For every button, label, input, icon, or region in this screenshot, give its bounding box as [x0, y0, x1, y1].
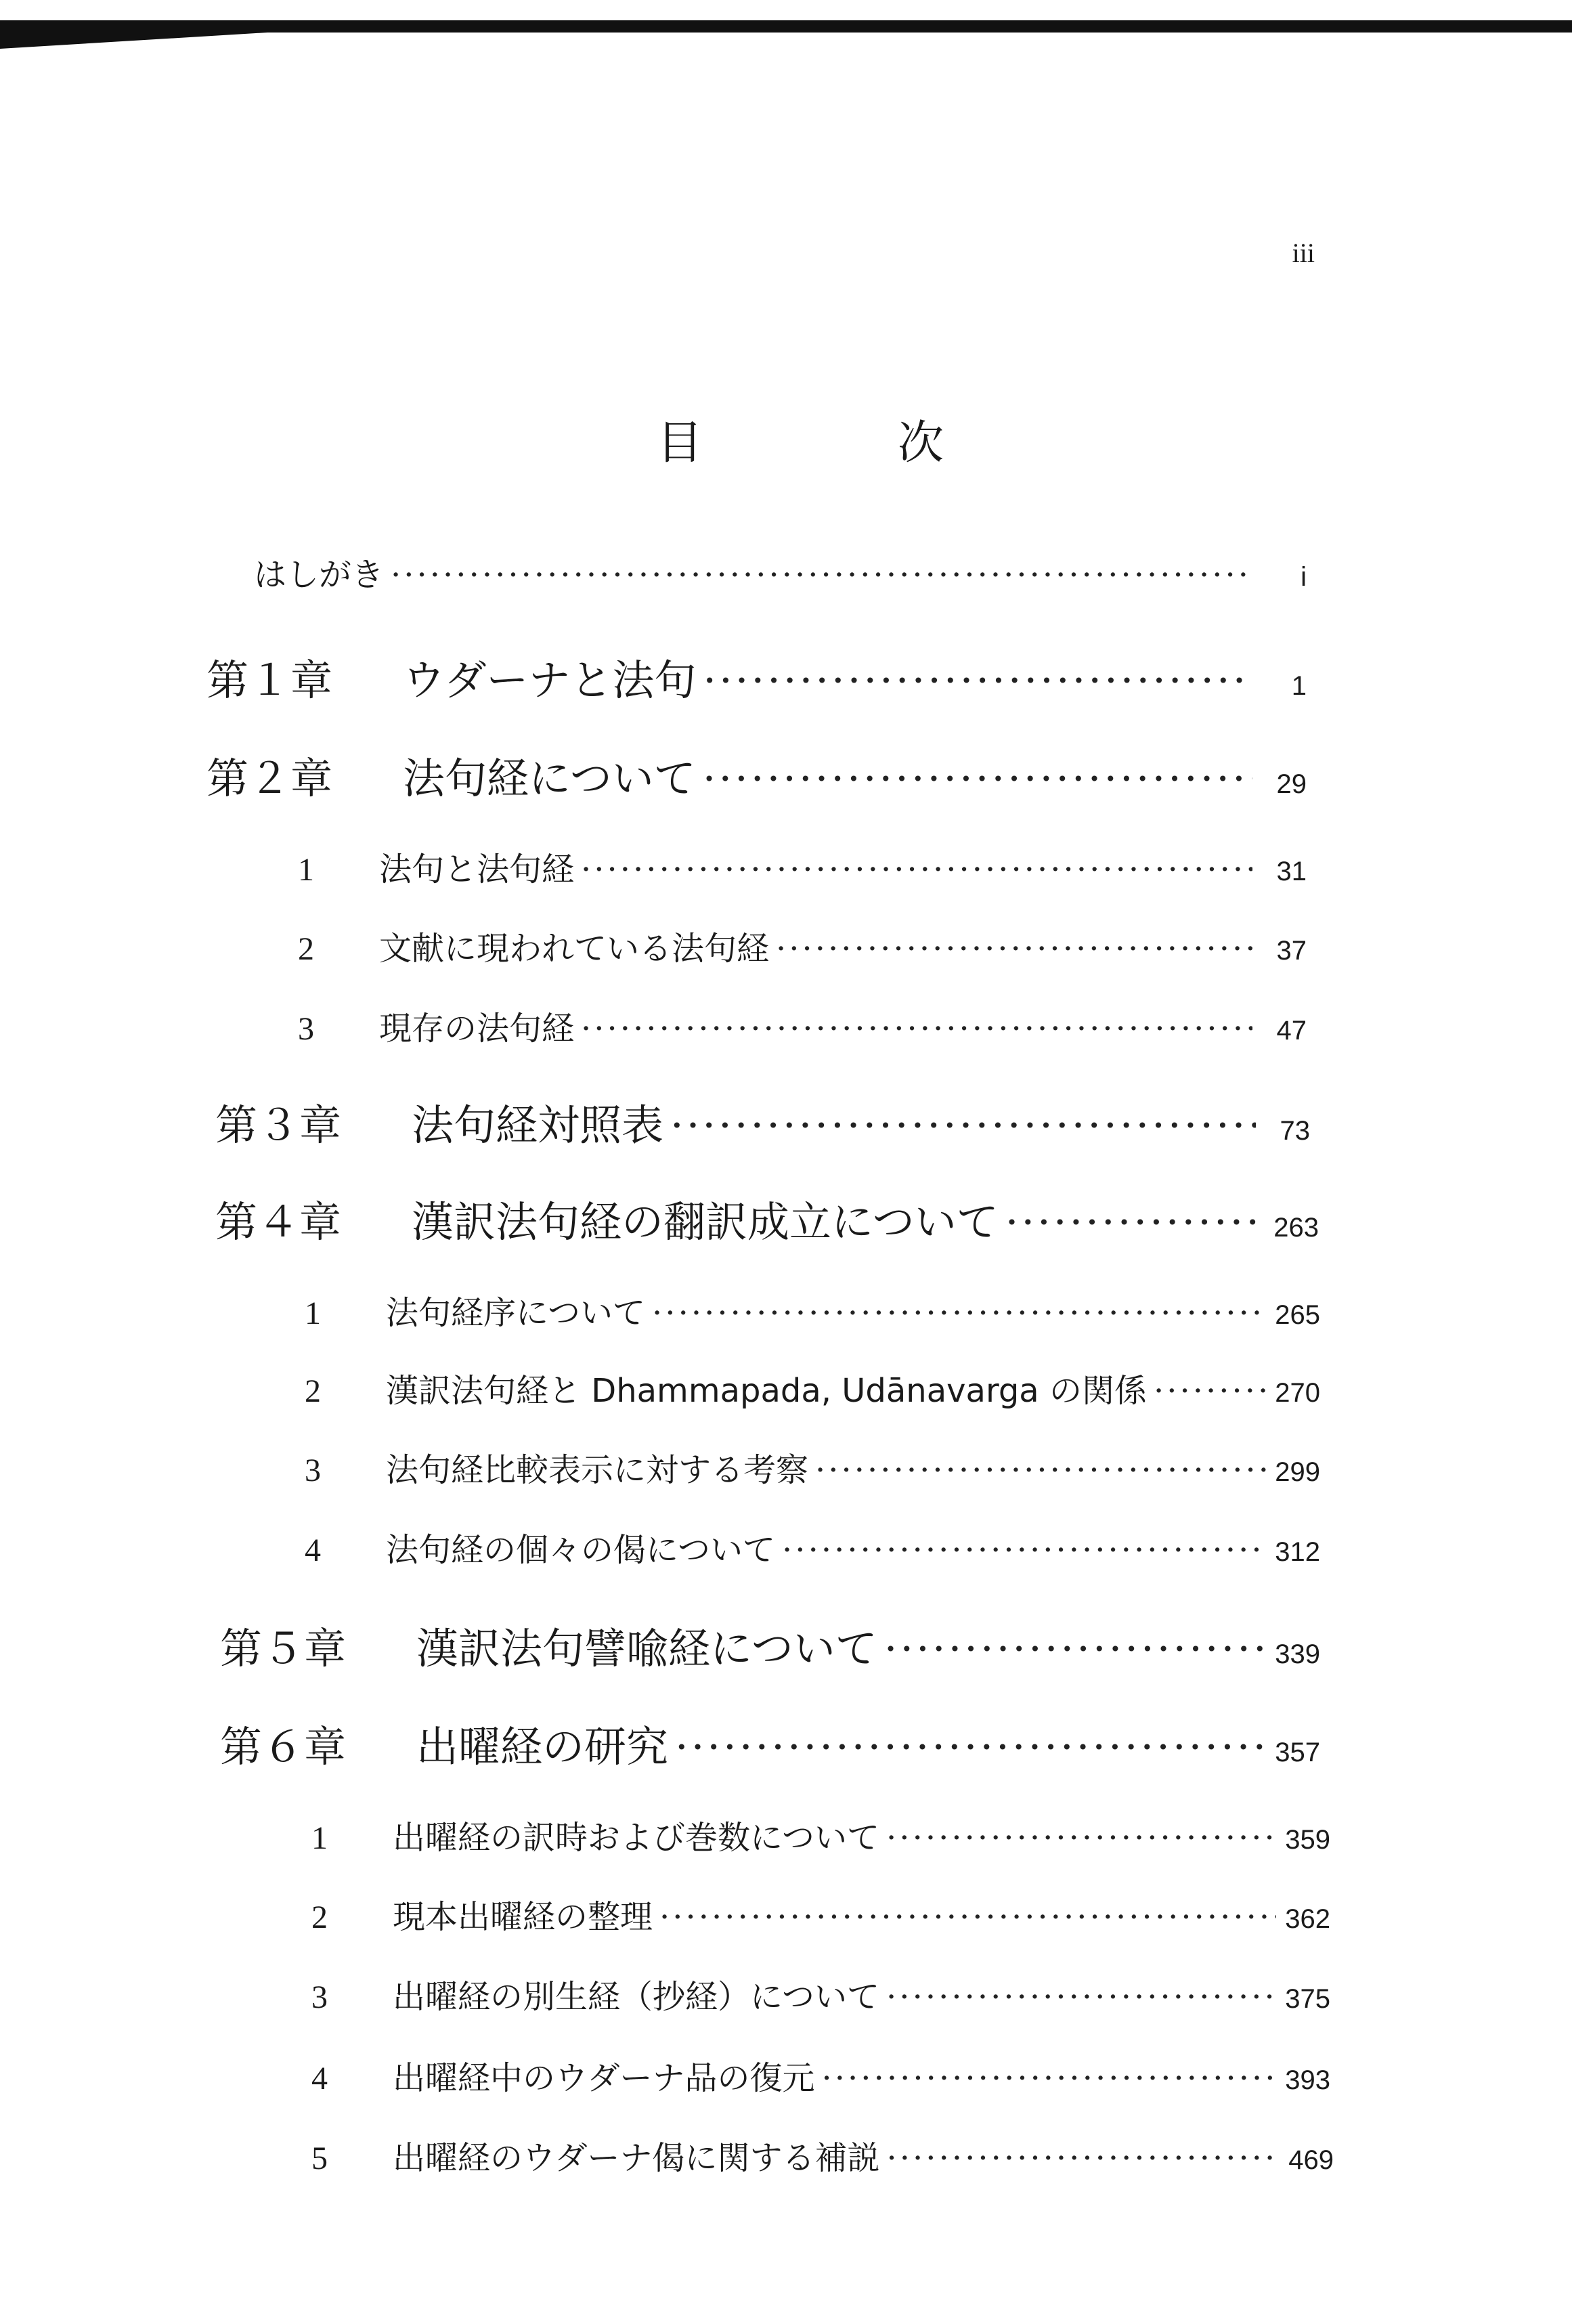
dot-leader	[675, 1722, 1266, 1771]
section-number: 2	[305, 1373, 321, 1409]
page-title: 目 次	[657, 416, 1019, 470]
toc-entry-title: 現存の法句経	[379, 1010, 575, 1048]
dot-leader	[886, 1978, 1276, 2016]
toc-entry-section-4-4	[305, 1524, 1320, 1570]
dot-leader	[822, 2059, 1276, 2097]
toc-entry-section-6-4	[311, 2052, 1330, 2099]
toc-entry-page: 1	[1291, 671, 1307, 701]
toc-entry-title: 漢訳法句譬喩経について	[416, 1624, 877, 1673]
dot-leader	[1154, 1372, 1266, 1410]
dot-leader	[670, 1100, 1256, 1150]
dot-leader	[776, 930, 1252, 968]
toc-entry-page: 359	[1285, 1825, 1330, 1855]
section-number: 5	[311, 2140, 328, 2176]
dot-leader	[391, 556, 1252, 594]
toc-entry-chapter-1	[206, 647, 1307, 707]
dot-leader	[782, 1531, 1266, 1569]
toc-entry-page: 29	[1276, 769, 1307, 799]
dot-leader	[703, 655, 1252, 705]
toc-entry-title: 法句経の個々の偈について	[386, 1531, 776, 1569]
toc-entry-section-6-1	[311, 1811, 1330, 1858]
toc-entry-page: 393	[1285, 2065, 1330, 2095]
dot-leader	[581, 851, 1252, 888]
toc-entry-title: 現本出曜経の整理	[393, 1898, 653, 1936]
chapter-number: 第３章	[215, 1100, 342, 1150]
toc-entry-section-2-3	[298, 1002, 1307, 1049]
toc-entry-page: 265	[1275, 1300, 1320, 1330]
dot-leader	[652, 1294, 1266, 1332]
section-number: 2	[298, 931, 314, 967]
toc-entry-page: 357	[1275, 1738, 1320, 1767]
dot-leader	[703, 754, 1252, 803]
toc-entry-page: i	[1301, 562, 1307, 592]
toc-entry-page: 31	[1276, 857, 1307, 886]
toc-entry-page: 362	[1285, 1904, 1330, 1934]
toc-entry-page: 47	[1276, 1016, 1307, 1046]
dot-leader	[815, 1451, 1266, 1489]
toc-entry-chapter-3	[215, 1092, 1310, 1152]
toc-entry-title: 漢訳法句経と Dhammapada, Udānavarga の関係	[386, 1372, 1147, 1410]
toc-entry-page: 270	[1275, 1378, 1320, 1408]
toc-entry-preface	[254, 548, 1307, 595]
toc-entry-title: ウダーナと法句	[403, 655, 697, 705]
dot-leader	[659, 1898, 1276, 1936]
toc-entry-section-4-1	[305, 1287, 1320, 1333]
toc-entry-section-6-5	[311, 2132, 1334, 2178]
toc-entry-section-4-3	[305, 1444, 1320, 1490]
toc-entry-title: 出曜経の訳時および巻数について	[393, 1819, 880, 1857]
toc-entry-chapter-2	[206, 745, 1307, 805]
toc-entry-title: 法句経対照表	[412, 1100, 664, 1150]
chapter-number: 第６章	[220, 1722, 347, 1771]
section-number: 1	[311, 1820, 328, 1856]
chapter-number: 第２章	[206, 754, 333, 803]
section-number: 2	[311, 1899, 328, 1935]
toc-entry-page: 73	[1280, 1116, 1310, 1146]
toc-entry-section-4-2	[305, 1364, 1320, 1411]
toc-entry-page: 299	[1275, 1457, 1320, 1487]
page-number: iii	[1292, 238, 1315, 268]
toc-entry-chapter-5	[220, 1615, 1320, 1675]
chapter-number: 第４章	[215, 1197, 342, 1247]
section-number: 1	[298, 852, 314, 888]
chapter-number: 第１章	[206, 655, 333, 705]
top-edge-rule-tail	[0, 28, 284, 49]
section-number: 3	[305, 1452, 321, 1488]
toc-entry-page: 263	[1273, 1213, 1319, 1243]
toc-entry-title: 文献に現われている法句経	[379, 930, 770, 968]
dot-leader	[887, 2139, 1280, 2177]
toc-entry-page: 339	[1275, 1639, 1320, 1669]
toc-entry-title: 漢訳法句経の翻訳成立について	[412, 1197, 999, 1247]
toc-entry-title: 法句と法句経	[379, 851, 575, 888]
chapter-number: 第５章	[220, 1624, 347, 1673]
toc-entry-chapter-4	[215, 1188, 1319, 1249]
toc-entry-section-6-3	[311, 1971, 1330, 2017]
toc-entry-title: はしがき	[254, 556, 385, 594]
toc-entry-page: 312	[1275, 1537, 1320, 1567]
toc-entry-title: 法句経比較表示に対する考察	[386, 1451, 809, 1489]
dot-leader	[581, 1010, 1252, 1048]
dot-leader	[884, 1624, 1266, 1673]
section-number: 4	[311, 2061, 328, 2096]
toc-entry-title: 出曜経のウダーナ偈に関する補説	[393, 2139, 880, 2177]
dot-leader	[886, 1819, 1276, 1857]
section-number: 3	[311, 1979, 328, 2015]
toc-entry-title: 出曜経中のウダーナ品の復元	[393, 2059, 815, 2097]
toc-entry-section-2-2	[298, 922, 1307, 969]
dot-leader	[1005, 1197, 1265, 1247]
toc-entry-title: 法句経序について	[386, 1294, 646, 1332]
section-number: 4	[305, 1532, 321, 1568]
toc-entry-title: 出曜経の研究	[416, 1722, 669, 1771]
toc-entry-page: 469	[1288, 2145, 1334, 2175]
toc-entry-section-6-2	[311, 1891, 1330, 1937]
toc-entry-page: 375	[1285, 1984, 1330, 2014]
toc-entry-section-2-1	[298, 843, 1307, 890]
toc-entry-chapter-6	[220, 1713, 1320, 1773]
toc-entry-page: 37	[1276, 936, 1307, 966]
section-number: 1	[305, 1295, 321, 1331]
section-number: 3	[298, 1011, 314, 1047]
toc-entry-title: 法句経について	[403, 754, 696, 803]
toc-entry-title: 出曜経の別生経（抄経）について	[393, 1978, 880, 2016]
